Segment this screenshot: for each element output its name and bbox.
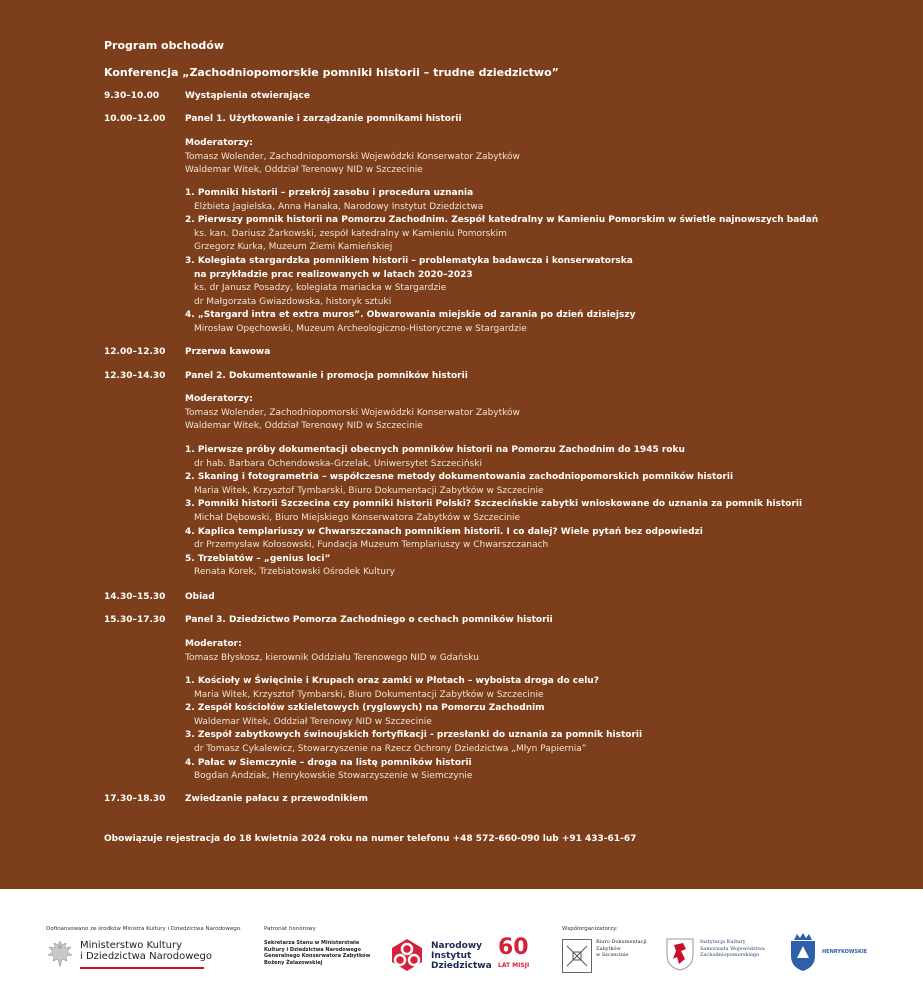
nid-logo-icon — [388, 937, 426, 973]
patronage-label: Patronat honorowy — [264, 926, 316, 932]
talk-speaker: Bogdan Andziak, Henrykowskie Stowarzyszenie w Siemczynie — [194, 771, 473, 782]
talk-speaker: ks. dr Janusz Posadzy, kolegiata mariacka w Stargardzie — [194, 283, 447, 294]
talk-title: 4. Pałac w Siemczynie – droga na listę pomników historii — [185, 757, 472, 768]
talk-speaker: ks. kan. Dariusz Żarkowski, zespół katedralny w Kamieniu Pomorskim — [194, 228, 507, 239]
program-heading: Program obchodów — [104, 39, 224, 52]
moderators-label: Moderatorzy: — [185, 138, 253, 148]
session-row — [104, 615, 884, 629]
talk-title: 3. Zespół zabytkowych świnoujskich fortyfikacji - przesłanki do uznania za pomnik historii — [185, 730, 643, 741]
session-label: Panel 3. Dziedzictwo Pomorza Zachodniego o cechach pomników historii — [185, 615, 553, 625]
talk-speaker: Renata Korek, Trzebiatowski Ośrodek Kultury — [194, 567, 395, 578]
session-time: 14.30–15.30 — [104, 592, 166, 602]
talk-title: 2. Pierwszy pomnik historii na Pomorzu Zachodnim. Zespół katedralny w Kamieniu Pomorskim w świetle najnowszych badań — [185, 215, 819, 226]
session-row — [104, 371, 884, 385]
talk-speaker: Elżbieta Jagielska, Anna Hanaka, Narodowy Instytut Dziedzictwa — [194, 201, 484, 212]
nid-name — [431, 941, 492, 971]
session-row — [104, 794, 884, 808]
nid-line: Narodowy — [431, 941, 483, 951]
session-row — [104, 347, 884, 361]
session-label: Przerwa kawowa — [185, 347, 271, 357]
talk-speaker: Maria Witek, Krzysztof Tymbarski, Biuro Dokumentacji Zabytków w Szczecinie — [194, 485, 544, 496]
henrykowskie-text: HENRYKOWSKIE — [822, 949, 868, 955]
patron-text — [264, 940, 370, 966]
bdz-line: Biuro Dokumentacji — [596, 939, 647, 945]
talk-speaker: Michał Dębowski, Biuro Miejskiego Konserwatora Zabytków w Szczecinie — [194, 512, 521, 523]
ministry-logo — [80, 940, 212, 962]
ik-line: Samorządu Województwa — [700, 945, 765, 952]
moderators-label: Moderatorzy: — [185, 394, 253, 404]
bdz-line: Zabytków — [596, 945, 621, 952]
session-row — [104, 91, 884, 105]
moderator: Tomasz Błyskosz, kierownik Oddziału Terenowego NID w Gdańsku — [185, 652, 479, 663]
session-time: 9.30–10.00 — [104, 91, 160, 101]
moderator: Waldemar Witek, Oddział Terenowy NID w Szczecinie — [185, 421, 423, 432]
ik-line: Zachodniopomorskiego — [700, 952, 760, 958]
moderators-label: Moderator: — [185, 639, 242, 649]
registration-note: Obowiązuje rejestracja do 18 kwietnia 2024 roku na numer telefonu +48 572-660-090 lub +91 433-61-67 — [104, 834, 637, 844]
moderator: Waldemar Witek, Oddział Terenowy NID w Szczecinie — [185, 165, 423, 176]
session-label: Panel 1. Użytkowanie i zarządzanie pomnikami historii — [185, 114, 462, 124]
panel1-moderators — [185, 137, 875, 178]
session-label: Zwiedzanie pałacu z przewodnikiem — [185, 794, 368, 804]
talk-speaker: Grzegorz Kurka, Muzeum Ziemi Kamieńskiej — [194, 242, 393, 253]
session-time: 12.30–14.30 — [104, 371, 166, 381]
panel2-moderators — [185, 393, 875, 434]
session-time: 12.00–12.30 — [104, 347, 166, 357]
funding-note: Dofinansowano ze środków Ministra Kultury i Dziedzictwa Narodowego. — [46, 926, 242, 932]
talk-title: 2. Skaning i fotogrametria – współczesne metody dokumentowania zachodniopomorskich pomników historii — [185, 472, 734, 483]
session-label: Wystąpienia otwierające — [185, 91, 310, 101]
ministry-name-line1: Ministerstwo Kultury — [80, 940, 182, 951]
coorganizers-label: Współorganizatorzy: — [562, 926, 618, 932]
talk-speaker: Maria Witek, Krzysztof Tymbarski, Biuro Dokumentacji Zabytków w Szczecinie — [194, 689, 544, 700]
polish-eagle-icon — [46, 939, 74, 969]
talk-title: 1. Pomniki historii – przekrój zasobu i procedura uznania — [185, 188, 474, 198]
session-time: 17.30–18.30 — [104, 794, 166, 804]
panel3-talks — [185, 675, 875, 784]
session-label: Panel 2. Dokumentowanie i promocja pomników historii — [185, 371, 468, 381]
session-time: 10.00–12.00 — [104, 114, 166, 124]
ministry-name-line2: i Dziedzictwa Narodowego — [80, 951, 212, 962]
panel1-talks — [185, 187, 875, 337]
talk-title: 4. Kaplica templariuszy w Chwarszczanach pomnikiem historii. I co dalej? Wiele pytań bez odpowiedzi — [185, 526, 703, 537]
bdz-mark-icon — [563, 940, 591, 972]
talk-title: 2. Zespół kościołów szkieletowych (ryglowych) na Pomorzu Zachodnim — [185, 703, 545, 714]
ik-line: Instytucja Kultury — [700, 939, 746, 945]
session-row — [104, 592, 884, 606]
moderator: Tomasz Wolender, Zachodniopomorski Wojewódzki Konserwator Zabytków — [185, 151, 520, 162]
talk-title: 1. Pierwsze próby dokumentacji obecnych pomników historii na Pomorzu Zachodnim do 1945 roku — [185, 445, 685, 455]
nid-anniversary-label: LAT MISJI — [498, 962, 530, 969]
patron-line: Kultury i Dziedzictwa Narodowego — [264, 946, 361, 953]
regional-institution-text — [700, 939, 765, 959]
session-label: Obiad — [185, 592, 215, 602]
session-row — [104, 114, 884, 128]
nid-anniversary-number: 60 — [498, 935, 529, 960]
talk-speaker: dr hab. Barbara Ochendowska-Grzelak, Uniwersytet Szczeciński — [194, 458, 482, 469]
moderator: Tomasz Wolender, Zachodniopomorski Wojewódzki Konserwator Zabytków — [185, 407, 520, 418]
sponsor-footer — [0, 889, 923, 1000]
talk-speaker: dr Tomasz Cykalewicz, Stowarzyszenie na Rzecz Ochrony Dziedzictwa „Młyn Papiernia” — [194, 743, 587, 754]
talk-title: 4. „Stargard intra et extra muros”. Obwarowania miejskie od zarania po dzień dzisiejszy — [185, 310, 636, 321]
talk-title: 3. Pomniki historii Szczecina czy pomniki historii Polski? Szczecińskie zabytki wnioskowane do uznania za pomnik historii — [185, 499, 803, 510]
panel3-moderators — [185, 638, 875, 665]
patron-line: Sekretarza Stanu w Ministerstwie — [264, 940, 360, 946]
talk-title: 1. Kościoły w Święcinie i Krupach oraz zamki w Płotach – wyboista droga do celu? — [185, 676, 599, 686]
bdz-line: w Szczecinie — [596, 952, 629, 958]
nid-line: Dziedzictwa — [431, 961, 492, 971]
bdz-text — [596, 939, 647, 959]
griffin-coat-of-arms-icon — [665, 937, 695, 971]
patron-line: Bożeny Żelazowskiej — [264, 959, 323, 966]
patron-line: Generalnego Konserwatora Zabytków — [264, 953, 371, 959]
talk-title: 5. Trzebiatów – „genius loci” — [185, 553, 331, 564]
talk-speaker: Mirosław Opęchowski, Muzeum Archeologiczno-Historyczne w Stargardzie — [194, 323, 527, 334]
talk-title: 3. Kolegiata stargardzka pomnikiem historii – problematyka badawcza i konserwatorska — [185, 255, 633, 266]
talk-speaker: dr Małgorzata Gwiazdowska, historyk sztuki — [194, 296, 392, 307]
nid-line: Instytut — [431, 951, 472, 961]
talk-speaker: Waldemar Witek, Oddział Terenowy NID w Szczecinie — [194, 716, 432, 727]
session-time: 15.30–17.30 — [104, 615, 166, 625]
talk-title: na przykładzie prac realizowanych w latach 2020–2023 — [194, 269, 473, 280]
panel2-talks — [185, 444, 875, 580]
henrykowskie-crest-icon — [788, 932, 818, 972]
ministry-underline — [80, 967, 204, 969]
bdz-logo-icon — [562, 939, 592, 973]
conference-title: Konferencja „Zachodniopomorskie pomniki historii – trudne dziedzictwo” — [104, 66, 559, 79]
talk-speaker: dr Przemysław Kołosowski, Fundacja Muzeum Templariuszy w Chwarszczanach — [194, 540, 549, 551]
